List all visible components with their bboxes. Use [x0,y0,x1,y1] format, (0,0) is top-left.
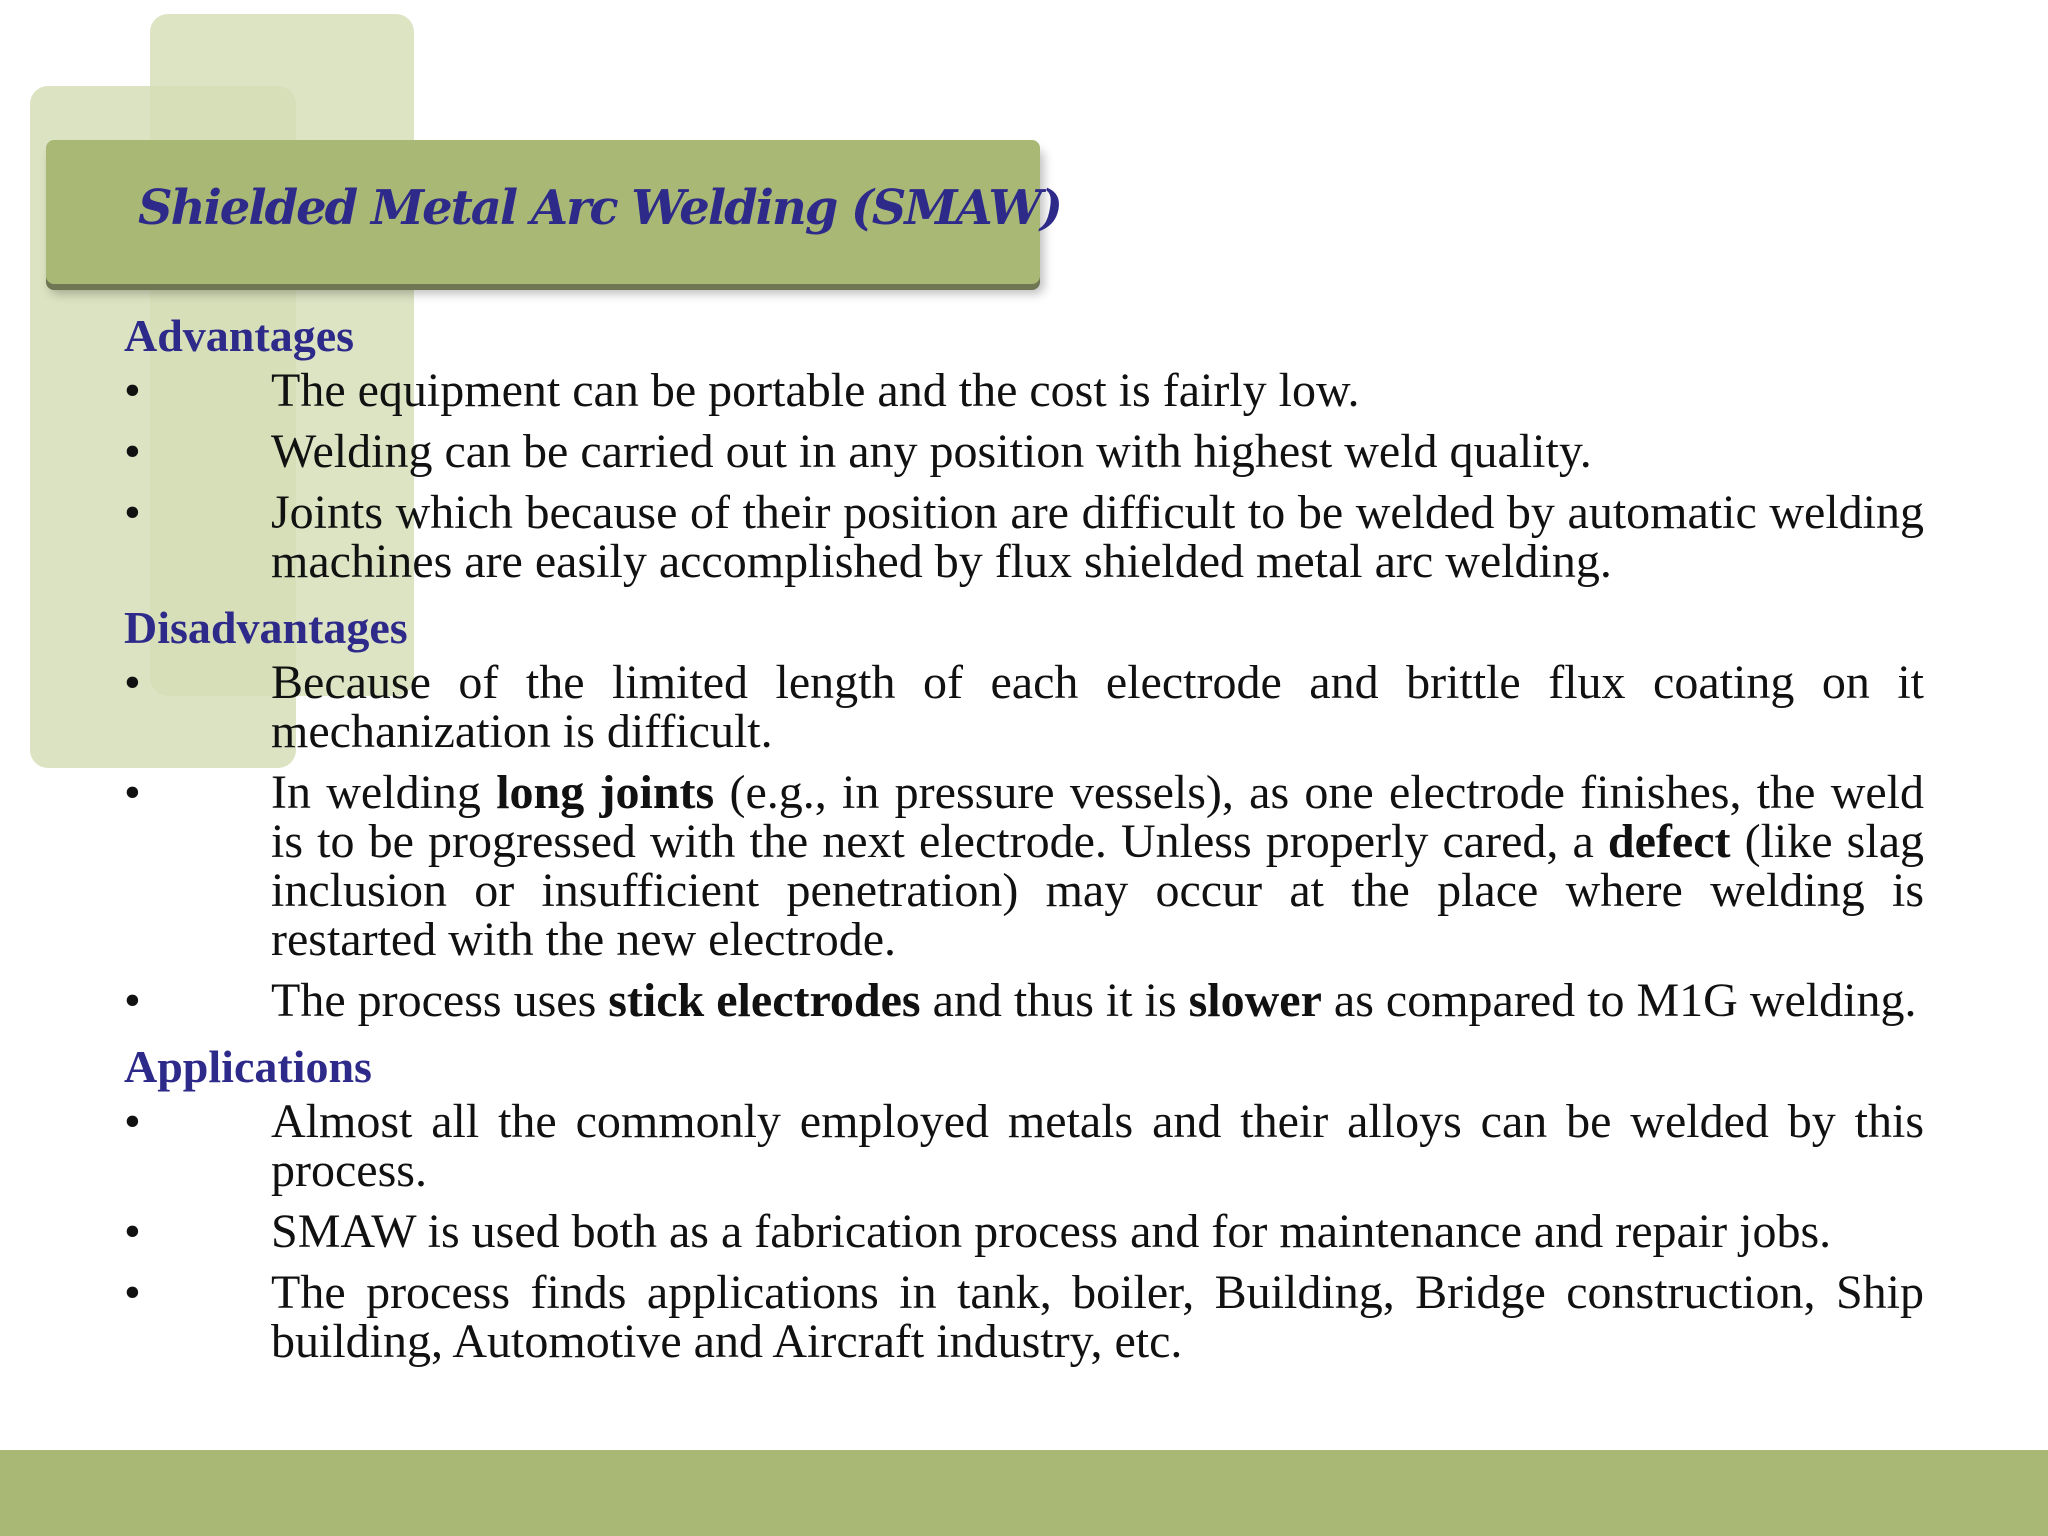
text-run: In welding [271,766,497,819]
bullet-item [124,1207,1924,1256]
slide-content [124,306,1924,1378]
bullet-icon: • [124,1266,141,1319]
bullet-text [271,1205,1831,1258]
bullet-icon: • [124,1095,141,1148]
text-run: and thus it is [920,974,1189,1027]
text-run: The process finds applications in tank, boiler, Building, Bridge construction, Ship building, Automotive and Aircraft industry, etc. [271,1266,1924,1368]
text-run: Welding can be carried out in any position with highest weld quality. [271,425,1592,478]
bullet-item [124,1097,1924,1195]
bullet-item [124,976,1924,1025]
bold-phrase: stick electrodes [608,974,921,1027]
bullet-icon: • [124,766,141,819]
bullet-icon: • [124,656,141,709]
section-heading-applications: Applications [124,1041,372,1092]
bullet-icon: • [124,1205,141,1258]
text-run: Joints which because of their position are difficult to be welded by automatic welding machines are easily accomplished by flux shielded metal arc welding. [271,486,1924,588]
text-run: The equipment can be portable and the cost is fairly low. [271,364,1360,417]
text-run: The process uses [271,974,609,1027]
bullet-item [124,488,1924,586]
footer-bar [0,1450,2048,1536]
bullet-text [271,486,1924,588]
text-run: Almost all the commonly employed metals and their alloys can be welded by this process. [271,1095,1924,1197]
bullet-item [124,658,1924,756]
section-heading-advantages: Advantages [124,310,355,361]
bullet-text [271,766,1924,966]
section-heading-disadvantages: Disadvantages [124,602,408,653]
bullet-icon: • [124,364,141,417]
text-run: as compared to M1G welding. [1321,974,1917,1027]
bullet-text [271,364,1360,417]
bullet-icon: • [124,425,141,478]
bullet-text [271,1095,1924,1197]
bullet-item [124,768,1924,964]
bold-phrase: defect [1607,815,1731,868]
text-run: (e.g., in pressure vessels), as one electrode finishes, the weld is to be progressed with the next electrode. Unless properly cared, a [271,766,1925,868]
bullet-item [124,1268,1924,1366]
text-run: Because of the limited length of each electrode and brittle flux coating on it mechanization is difficult. [271,656,1924,758]
bullet-item [124,366,1924,415]
bullet-icon: • [124,486,141,539]
text-run: SMAW is used both as a fabrication process and for maintenance and repair jobs. [271,1205,1832,1258]
bullet-text [271,425,1592,478]
text-run: (like slag inclusion or insufficient penetration) may occur at the place where welding is restarted with the new electrode. [271,815,1925,966]
slide-title: Shielded Metal Arc Welding (SMAW) [138,180,1062,236]
bullet-item [124,427,1924,476]
bullet-text [271,656,1924,758]
bold-phrase: slower [1188,974,1322,1027]
bullet-text [271,1266,1924,1368]
bullet-text [271,974,1916,1027]
bullet-icon: • [124,974,141,1027]
bold-phrase: long joints [496,766,715,819]
